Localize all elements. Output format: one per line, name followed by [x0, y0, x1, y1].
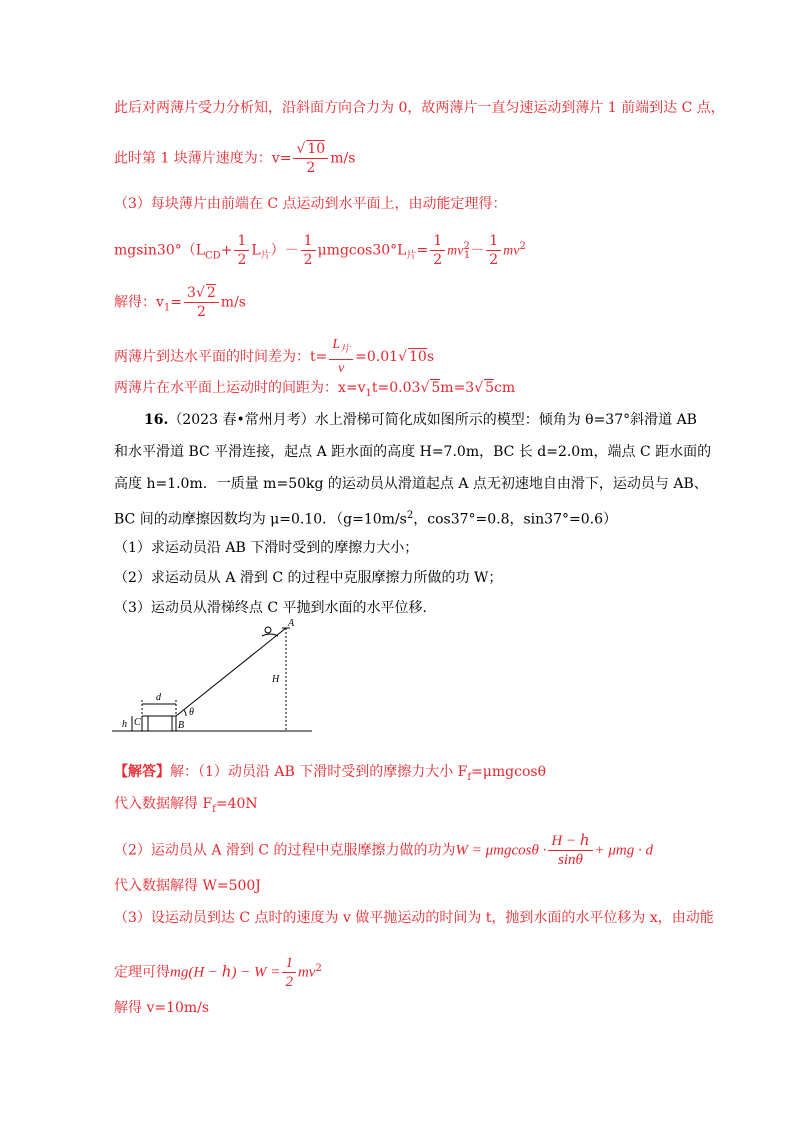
answer-line-work: （2）运动员从 A 滑到 C 的过程中克服摩擦力做的功为W = μmgcosθ · $\frac{\text{H − ℎ}}{\sin\theta}$ + μmg · d [114, 833, 653, 868]
athlete-head [265, 627, 271, 633]
subquestion-3: （3）运动员从滑梯终点 C 平抛到水面的水平位移． [114, 600, 437, 616]
label-b: B [178, 720, 185, 731]
fraction-sqrt10-over-2: $\frac{√ 10}{2}$ [293, 140, 328, 177]
subquestion-2: （2）求运动员从 A 滑到 C 的过程中克服摩擦力所做的功 W； [114, 570, 503, 586]
question-number: 16. [144, 412, 169, 428]
answer-line-energy-theorem: 定理可得mg(H − ℎ) − W = $\frac{1}{2}$ $mv^2$ [114, 955, 322, 990]
solution-line-1: 此后对两薄片受力分析知，沿斜面方向合力为 0，故两薄片一直匀速运动到薄片 1 前端到达 C 点， [114, 100, 725, 116]
label-a: A [288, 618, 295, 629]
subquestion-1: （1）求运动员沿 AB 下滑时受到的摩擦力大小； [114, 540, 419, 556]
question-line-3: 高度 h=1.0m．一质量 m=50kg 的运动员从滑道起点 A 点无初速地自由滑下，运动员与 AB、 [114, 476, 708, 492]
answer-line-v-result: 解得 v=10m/s [114, 1000, 210, 1016]
label-height-h: H [272, 674, 280, 685]
solution-line-time-difference: 两薄片到达水平面的时间差为：t= $\frac{L_片}{v}$ =0.01√ 10s [114, 337, 434, 376]
answer-line-2: 代入数据解得 $F_f=40N$ [114, 796, 258, 815]
label-h: h [122, 719, 127, 730]
solution-line-energy-equation: $mgsin30^\circ(L_{CD}+$ $\frac{1}{2}$ $L_片)-$ $\frac{1}{2}$ $\mu mgcos30^\circ L_片=$ $\frac{1}{2}$ $mv^2_1-$ $\frac{1}{2}$ $mv^2$ [114, 233, 526, 268]
label-d: d [156, 692, 161, 703]
slope-ab [176, 628, 286, 716]
water-slide-diagram [112, 616, 312, 738]
angle-arc [184, 710, 186, 716]
label-c: C [134, 717, 141, 728]
answer-tag: 【解答】 [114, 764, 170, 780]
solution-line-part3-intro: （3）每块薄片由前端在 C 点运动到水平面上，由动能定理得： [114, 196, 507, 212]
answer-line-1: 【解答】解：（1）动员沿 AB 下滑时受到的摩擦力大小 $F_f=\mu mgcos\theta$ [114, 764, 547, 783]
question-line-4: BC 间的动摩擦因数均为 μ=0.10．（$g=10m/s^2$，cos37°=0.8，sin37°=0.6） [114, 510, 617, 528]
answer-line-part3: （3）设运动员到达 C 点时的速度为 v 做平抛运动的时间为 t，抛到水面的水平位移为 x，由动能 [114, 910, 714, 926]
solution-line-velocity: 此时第 1 块薄片速度为：v= $\frac{√ 10}{2}$ m/s [114, 141, 356, 176]
question-line-2: 和水平滑道 BC 平滑连接，起点 A 距水面的高度 H=7.0m，BC 长 d=2.0m，端点 C 距水面的 [114, 444, 712, 460]
solution-line-v1: 解得：$v_1=$ $\frac{3√ 2}{2}$ m/s [114, 285, 246, 320]
answer-line-w-result: 代入数据解得 W=500J [114, 878, 261, 894]
solution-line-spacing: 两薄片在水平面上运动时的间距为：$x=v_1t=0.03√$ 5m=3√ 5cm [114, 380, 516, 399]
label-theta: θ [189, 707, 194, 718]
question-line-1: 16.（2023 春•常州月考）水上滑梯可简化成如图所示的模型：倾角为 θ=37°斜滑道 AB [144, 412, 697, 428]
